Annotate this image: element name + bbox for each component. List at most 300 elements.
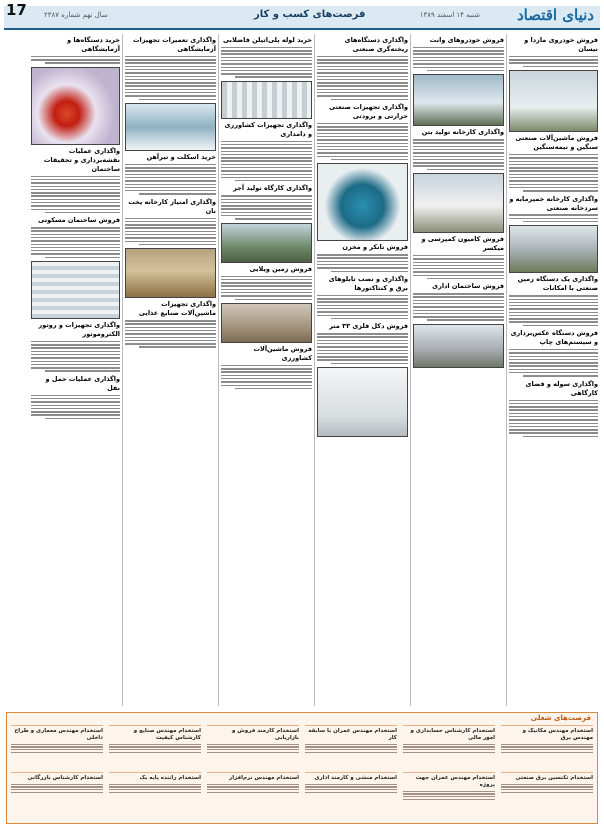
classified-ad-heading: استخدام مهندس معماری و طراح داخلی [14,728,103,741]
classified-ad [403,725,495,772]
text-line [221,70,312,71]
text-line [317,72,408,73]
article-title: واگذاری تجهیزات و روتور الکتروموتور [38,321,120,339]
article-column [317,34,408,706]
text-line [509,315,598,316]
text-line [317,298,408,299]
text-line [413,156,504,157]
text-line [125,184,216,185]
text-line [509,187,598,188]
text-line [317,139,408,140]
classified-ad [109,772,201,819]
text-line [125,174,216,175]
text-line [125,82,216,83]
text-line [509,170,598,171]
text-line [501,749,593,750]
text-line [509,372,598,373]
section-title: فرصت‌های کسب و کار [254,9,366,20]
text-line [125,218,216,219]
text-line [317,123,408,124]
article-title: واگذاری یک دستگاه زمین صنعتی با امکانات [517,275,598,293]
text-line [31,411,120,412]
text-line [305,749,397,750]
text-line [221,50,312,51]
text-line [509,429,598,430]
text-line [413,53,504,54]
text-line [509,180,598,181]
text-line [403,752,495,753]
text-line [317,82,408,83]
text-line [45,257,120,258]
text-line [509,154,598,155]
text-line [207,786,299,787]
article-body [125,164,216,195]
article-photo [413,324,504,368]
article-body [317,254,408,272]
classified-ad-heading: استخدام مهندس مکانیک و مهندس برق [522,728,593,741]
text-line [221,295,312,296]
text-line [31,230,120,231]
text-line [305,789,397,790]
classified-ad-heading: استخدام مهندس عمران جهت پروژه [415,775,495,788]
text-line [317,264,408,265]
article-body [125,56,216,100]
text-line [317,62,408,63]
page-number: 17 [6,1,27,19]
text-line [109,789,201,790]
text-line [221,215,312,216]
article-photo [221,223,312,263]
text-line [331,363,408,364]
text-line [221,285,312,286]
text-line [221,282,312,283]
article-photo [221,81,312,119]
text-line [509,164,598,165]
classified-ad-heading: استخدام تکنسین برق صنعتی [515,775,593,781]
article-title: خرید اسکلت و تیرآهن [146,152,216,161]
classifieds-title: فرصت‌های شغلی [530,714,591,722]
article-title: واگذاری سوله و فضای کارگاهی [525,379,598,397]
article-body [31,395,120,419]
classified-ad [109,725,201,772]
text-line [125,72,216,73]
article-title: واگذاری دستگاه‌های ریخته‌گری صنعتی [344,36,408,53]
text-line [317,308,408,309]
text-line [125,180,216,181]
text-line [221,381,312,382]
article-photo [125,248,216,298]
text-line [31,414,120,415]
article-body [509,349,598,377]
text-line [317,261,408,262]
text-line [413,165,504,166]
text-line [427,278,504,279]
article-body [221,365,312,389]
text-line [125,327,216,328]
text-line [31,405,120,406]
text-line [317,146,408,147]
text-line [317,149,408,150]
text-line [221,154,312,155]
text-line [413,262,504,263]
text-line [317,89,408,90]
text-line [509,299,598,300]
article-body [317,123,408,160]
text-line [317,346,408,347]
text-line [11,749,103,750]
text-line [125,224,216,225]
article-title: فروش ماشین‌آلات صنعتی سنگین و نیمه‌سنگین [515,134,598,152]
article-photo [31,261,120,319]
column-separator [122,34,123,706]
text-line [207,749,299,750]
text-line [509,362,598,363]
article-column [413,34,504,706]
text-line [413,265,504,266]
article-title: فروش دکل فلزی ۳۳ متر [329,322,408,331]
text-line [413,152,504,153]
text-line [235,180,312,181]
article-title: واگذاری امتیاز کارخانه پخت نان [128,197,216,215]
text-line [317,336,408,337]
article-body [317,56,408,100]
page-header [4,6,600,30]
text-line [109,786,201,787]
text-line [413,306,504,307]
text-line [509,305,598,306]
text-line [221,279,312,280]
text-line [317,333,408,334]
classified-ad-heading: استخدام مهندس عمران با سابقه کار [308,728,397,741]
text-line [509,302,598,303]
text-line [413,149,504,150]
text-line [221,371,312,372]
text-line [221,177,312,178]
column-separator [314,34,315,706]
article-title: واگذاری عملیات نقشه‌برداری و تحقیقات ساختمان [43,146,120,173]
text-line [317,152,408,153]
text-line [221,167,312,168]
text-line [221,47,312,48]
text-line [125,320,216,321]
text-line [235,388,312,389]
text-line [207,746,299,747]
text-line [207,744,299,745]
text-line [413,67,504,68]
text-line [509,365,598,366]
article-title: فروش کامیون کمپرسی و میکسر [421,235,504,253]
text-line [125,62,216,63]
text-line [509,321,598,322]
text-line [31,244,120,245]
text-line [509,352,598,353]
text-line [413,316,504,317]
text-line [125,66,216,67]
text-line [221,199,312,200]
text-line [31,250,120,251]
text-line [413,47,504,48]
text-line [317,69,408,70]
article-photo [509,225,598,273]
text-line [31,354,120,355]
text-line [109,784,201,785]
article-body [31,176,120,213]
text-line [501,786,593,787]
text-line [317,350,408,351]
text-line [509,177,598,178]
text-line [221,368,312,369]
text-line [11,746,103,747]
article-body [413,293,504,321]
text-line [125,89,216,90]
classified-ad [403,772,495,819]
text-line [523,325,598,326]
article-column [125,34,216,706]
text-line [221,208,312,209]
text-line [31,59,120,60]
text-line [317,301,408,302]
text-line [509,400,598,401]
text-line [331,318,408,319]
text-line [413,275,504,276]
text-line [317,76,408,77]
text-line [523,221,598,222]
text-line [31,237,120,238]
text-line [31,176,120,177]
text-line [139,193,216,194]
classified-ad [11,725,103,772]
article-body [509,400,598,437]
article-title: واگذاری و نصب تابلوهای برق و کنتاکتورها [328,275,408,292]
text-line [413,57,504,58]
text-line [501,752,593,753]
article-photo [31,67,120,145]
text-line [125,337,216,338]
text-line [221,57,312,58]
text-line [31,179,120,180]
classified-ad-heading: استخدام کارشناس حسابداری و امور مالی [410,728,495,741]
text-line [31,182,120,183]
article-body [509,295,598,326]
text-line [221,60,312,61]
classified-ad [305,725,397,772]
article-body [125,320,216,348]
article-body [125,218,216,246]
article-body [221,47,312,78]
text-line [509,432,598,433]
text-line [413,303,504,304]
text-line [509,318,598,319]
text-line [125,221,216,222]
text-line [509,157,598,158]
text-line [31,192,120,193]
text-line [109,792,201,793]
text-line [221,385,312,386]
text-line [207,784,299,785]
text-line [139,244,216,245]
text-line [125,340,216,341]
text-line [125,190,216,191]
text-line [413,139,504,140]
text-line [125,330,216,331]
text-line [501,792,593,793]
text-line [125,95,216,96]
text-line [509,413,598,414]
article-column [509,34,598,706]
text-line [403,744,495,745]
text-line [523,66,598,67]
article-photo [509,70,598,132]
text-line [221,212,312,213]
text-line [317,79,408,80]
classified-ad-heading: استخدام مهندس صنایع و کارشناس کیفیت [133,728,201,741]
text-line [45,62,120,63]
text-line [523,375,598,376]
text-line [125,170,216,171]
text-line [413,310,504,311]
article-photo [125,103,216,151]
text-line [403,793,495,794]
text-line [207,792,299,793]
classified-ad [305,772,397,819]
text-line [509,56,598,57]
article-body [221,276,312,300]
text-line [31,401,120,402]
text-line [509,174,598,175]
text-line [31,247,120,248]
text-line [305,752,397,753]
text-line [207,789,299,790]
text-line [125,333,216,334]
text-line [221,164,312,165]
text-line [509,359,598,360]
text-line [221,141,312,142]
text-line [221,157,312,158]
text-line [509,406,598,407]
text-line [413,60,504,61]
text-line [109,752,201,753]
text-line [331,159,408,160]
text-line [31,189,120,190]
text-line [317,343,408,344]
classified-ad [11,772,103,819]
text-line [125,343,216,344]
text-line [317,311,408,312]
text-line [509,312,598,313]
article-title: فروش ساختمان اداری [432,282,504,291]
text-line [413,258,504,259]
article-title: فروش تانکر و مخزن [342,243,408,252]
text-line [317,129,408,130]
text-line [45,418,120,419]
text-line [509,409,598,410]
article-body [317,295,408,319]
text-line [509,403,598,404]
text-line [235,299,312,300]
text-line [427,70,504,71]
classified-ad [501,725,593,772]
article-title: فروش خودروهای وانت [429,36,504,44]
text-line [523,436,598,437]
classifieds-box [6,712,598,824]
text-line [31,398,120,399]
text-line [317,56,408,57]
text-line [221,174,312,175]
text-line [31,341,120,342]
text-line [221,63,312,64]
text-line [509,167,598,168]
text-line [317,353,408,354]
article-title: واگذاری کارخانه خمیرمایه و سردخانه صنعتی [509,194,598,212]
article-columns [6,34,598,706]
text-line [403,749,495,750]
article-title: فروش خودروی مازدا و نیسان [524,36,598,53]
article-body [31,341,120,372]
text-line [413,293,504,294]
article-body [509,154,598,191]
text-line [125,227,216,228]
text-line [427,169,504,170]
text-line [331,271,408,272]
text-line [317,254,408,255]
text-line [317,156,408,157]
text-line [509,62,598,63]
text-line [413,255,504,256]
article-title: فروش ماشین‌آلات کشاورزی [253,344,312,362]
text-line [109,749,201,750]
column-separator [506,34,507,706]
text-line [509,349,598,350]
text-line [509,214,598,215]
text-line [221,276,312,277]
text-line [413,142,504,143]
text-line [221,160,312,161]
article-body [31,227,120,258]
text-line [501,746,593,747]
text-line [413,162,504,163]
classified-ad-heading: استخدام راننده پایه یک [139,775,201,781]
text-line [305,784,397,785]
text-line [305,746,397,747]
classified-ad [501,772,593,819]
text-line [139,99,216,100]
text-line [31,199,120,200]
text-line [523,190,598,191]
text-line [317,143,408,144]
text-line [317,126,408,127]
text-line [125,69,216,70]
text-line [509,161,598,162]
text-line [509,426,598,427]
article-body [413,255,504,279]
classified-ad-heading: استخدام کارشناس بازرگانی [27,775,103,781]
article-body [413,139,504,170]
text-line [31,202,120,203]
text-line [221,378,312,379]
text-line [31,408,120,409]
text-line [317,59,408,60]
article-photo [221,303,312,343]
article-photo [413,74,504,126]
text-line [317,359,408,360]
text-line [31,351,120,352]
text-line [125,323,216,324]
text-line [221,289,312,290]
text-line [125,177,216,178]
article-title: خرید لوله پلی‌اتیلن فاضلابی [222,36,312,44]
text-line [45,370,120,371]
text-line [11,752,103,753]
